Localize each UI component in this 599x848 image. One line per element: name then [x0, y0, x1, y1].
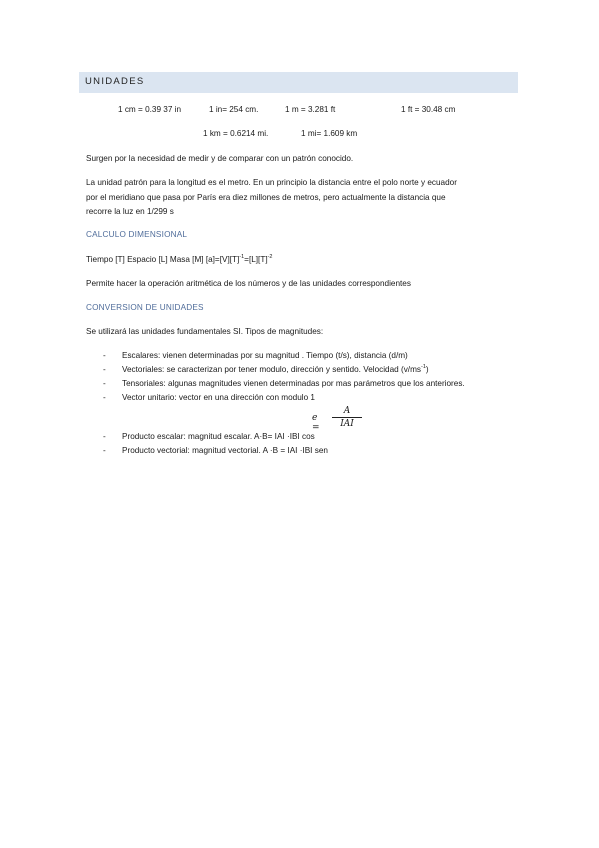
subheading-calculo-dimensional: CALCULO DIMENSIONAL [86, 230, 188, 239]
conversion-cm-in: 1 cm = 0.39 37 in [118, 105, 182, 114]
list-item-vectoriales [122, 365, 429, 374]
conversion-km-mi: 1 km = 0.6214 mi. [203, 129, 269, 138]
list-item-vectoriales-text: Vectoriales: se caracterizan por tener modulo, dirección y sentido. Velocidad (v/ms [122, 365, 421, 374]
paragraph-meter-line2: por el meridiano que pasa por París era diez millones de metros, pero actualmente la distancia que [86, 193, 446, 202]
list-item-producto-escalar: Producto escalar: magnitud escalar. A·B= IAI ·IBI cos [122, 432, 315, 441]
dimensional-exponent-2: -2 [267, 254, 273, 260]
section-title-unidades: UNIDADES [85, 76, 145, 87]
paragraph-meter-line1: La unidad patrón para la longitud es el metro. En un principio la distancia entre el polo norte y ecuador [86, 178, 457, 187]
list-bullet: - [103, 379, 106, 388]
paragraph-magnitude-types: Se utilizará las unidades fundamentales SI. Tipos de magnitudes: [86, 327, 324, 336]
dimensional-formula-mid: =[L][T] [244, 255, 268, 264]
list-item-tensoriales: Tensoriales: algunas magnitudes vienen determinadas por mas parámetros que los anteriores. [122, 379, 465, 388]
list-bullet: - [103, 432, 106, 441]
dimensional-formula [86, 255, 272, 265]
list-bullet: - [103, 351, 106, 360]
conversion-ft-cm: 1 ft = 30.48 cm [401, 105, 456, 114]
paragraph-operation: Permite hacer la operación aritmética de los números y de las unidades correspondientes [86, 279, 411, 288]
formula-fraction [332, 406, 362, 429]
formula-lhs: e = [312, 413, 320, 433]
subheading-conversion-unidades: CONVERSION DE UNIDADES [86, 303, 204, 312]
velocity-exponent: -1 [421, 364, 426, 370]
conversion-m-ft: 1 m = 3.281 ft [285, 105, 336, 114]
conversion-mi-km: 1 mi= 1.609 km [301, 129, 358, 138]
section-heading-bar [79, 72, 518, 93]
list-bullet: - [103, 365, 106, 374]
list-item-producto-vectorial: Producto vectorial: magnitud vectorial. A ·B = IAI ·IBI sen [122, 446, 328, 455]
formula-denominator: IAI [340, 419, 354, 429]
list-bullet: - [103, 446, 106, 455]
list-item-vector-unitario: Vector unitario: vector en una dirección con modulo 1 [122, 393, 315, 402]
dimensional-formula-text: Tiempo [T] Espacio [L] Masa [M] [a]=[V][T] [86, 255, 240, 264]
conversion-in-cm: 1 in= 254 cm. [209, 105, 259, 114]
list-item-escalares: Escalares: vienen determinadas por su magnitud . Tiempo (t/s), distancia (d/m) [122, 351, 408, 360]
dimensional-exponent-1: -1 [239, 254, 245, 260]
formula-numerator: A [343, 406, 351, 416]
velocity-close-paren: ) [425, 365, 429, 374]
list-bullet: - [103, 393, 106, 402]
fraction-line [332, 417, 362, 418]
paragraph-origin: Surgen por la necesidad de medir y de comparar con un patrón conocido. [86, 154, 354, 163]
paragraph-meter-line3: recorre la luz en 1/299 s [86, 207, 174, 216]
